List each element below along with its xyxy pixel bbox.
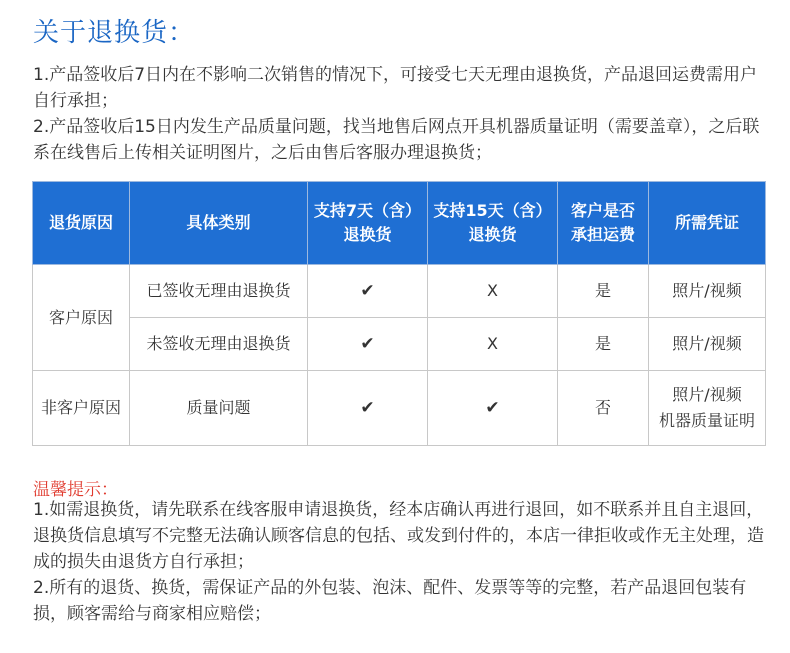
check-icon: ✔ (428, 371, 558, 446)
category-cell: 已签收无理由退换货 (130, 265, 308, 318)
freight-cell: 否 (558, 371, 649, 446)
freight-cell: 是 (558, 318, 649, 371)
check-icon: ✔ (308, 371, 428, 446)
header-category: 具体类别 (130, 182, 308, 265)
header-15-day: 支持15天（含） 退换货 (428, 182, 558, 265)
page-title: 关于退换货： (33, 18, 196, 48)
header-reason: 退货原因 (33, 182, 130, 265)
cross-mark: X (428, 265, 558, 318)
check-icon: ✔ (308, 318, 428, 371)
table-row (33, 371, 766, 446)
check-icon: ✔ (308, 265, 428, 318)
reason-cell: 非客户原因 (33, 371, 130, 446)
header-7-day: 支持7天（含） 退换货 (308, 182, 428, 265)
tip-item-2: 2.所有的退货、换货，需保证产品的外包装、泡沫、配件、发票等等的完整，若产品退回包装有损，顾客需给与商家相应赔偿； (33, 578, 747, 624)
header-proof: 所需凭证 (649, 182, 766, 265)
proof-cell: 照片/视频 (649, 318, 766, 371)
table-header-row (33, 182, 766, 265)
return-policy-intro (33, 62, 768, 166)
freight-cell: 是 (558, 265, 649, 318)
tip-item-1: 1.如需退换货，请先联系在线客服申请退换货，经本店确认再进行退回，如不联系并且自主退回，退换货信息填写不完整无法确认顾客信息的包括、或发到付件的，本店一律拒收或作无主处理，造成的损失由退货方自行承担； (33, 500, 764, 572)
policy-item-2: 2.产品签收后15日内发生产品质量问题，找当地售后网点开具机器质量证明（需要盖章），之后联系在线售后上传相关证明图片，之后由售后客服办理退换货； (33, 117, 760, 163)
cross-mark: X (428, 318, 558, 371)
table-row (33, 318, 766, 371)
table-row (33, 265, 766, 318)
proof-cell: 照片/视频 (649, 265, 766, 318)
category-cell: 未签收无理由退换货 (130, 318, 308, 371)
tips-title: 温馨提示： (33, 480, 118, 500)
header-freight: 客户是否 承担运费 (558, 182, 649, 265)
category-cell: 质量问题 (130, 371, 308, 446)
reason-cell: 客户原因 (33, 265, 130, 371)
return-policy-table (32, 181, 766, 446)
policy-item-1: 1.产品签收后7日内在不影响二次销售的情况下，可接受七天无理由退换货，产品退回运费需用户自行承担； (33, 65, 758, 111)
tips-block (33, 497, 773, 627)
proof-cell: 照片/视频 机器质量证明 (649, 371, 766, 446)
